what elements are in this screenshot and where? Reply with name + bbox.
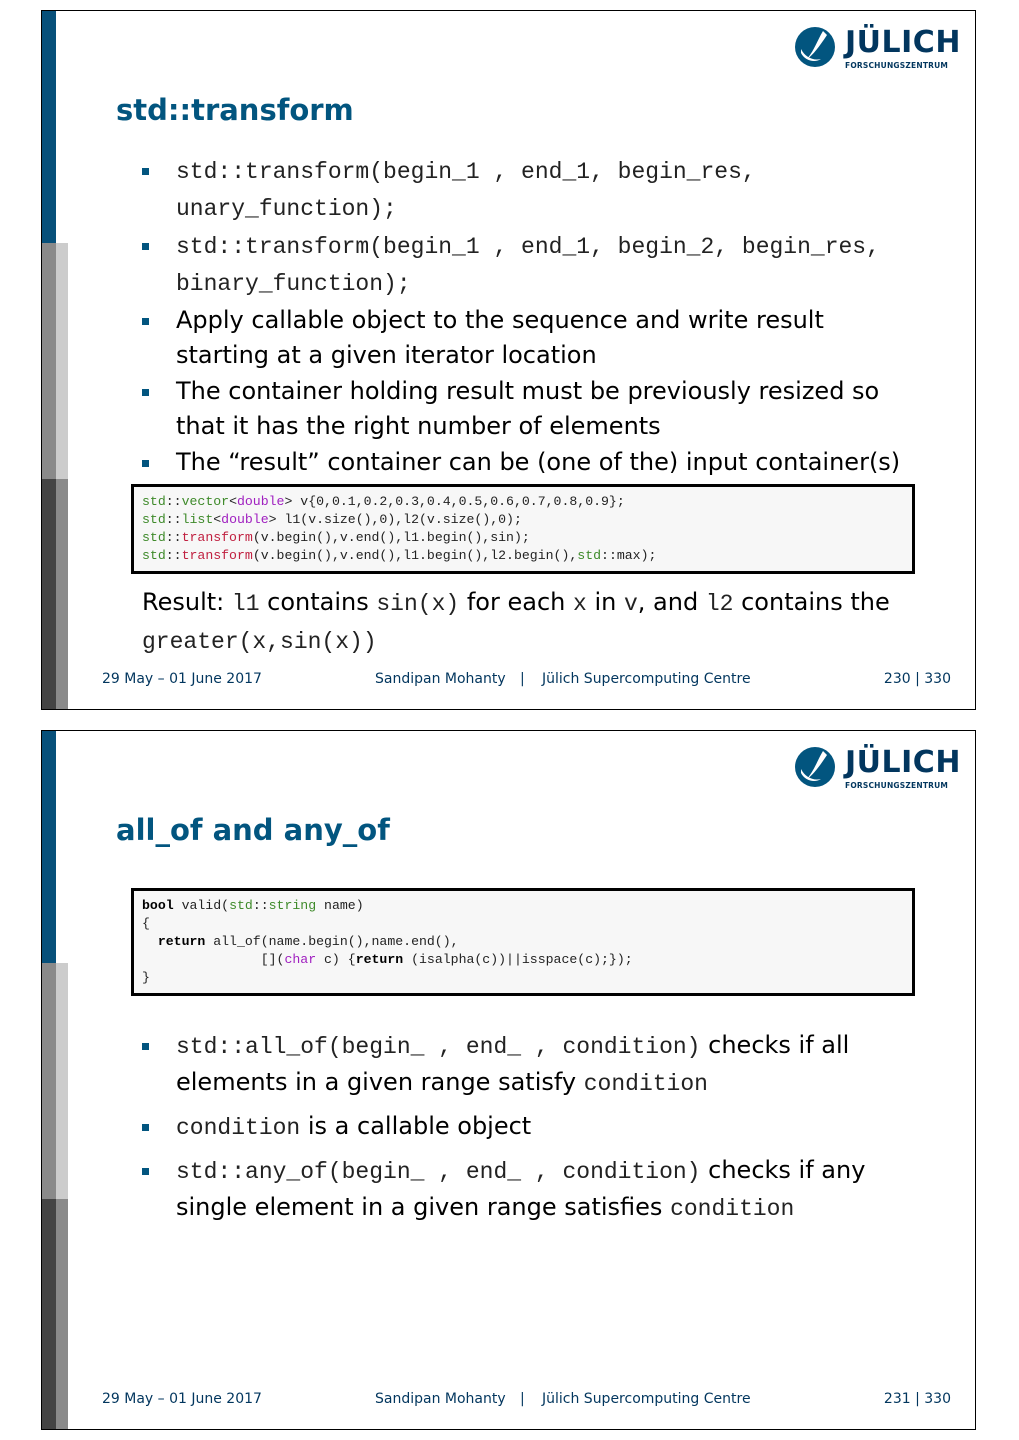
bullet-item: Apply callable object to the sequence and write result starting at a given iterator location — [142, 303, 912, 373]
slide-231 — [41, 730, 976, 1430]
bullet-item: The “result” container can be (one of the) input container(s) — [142, 445, 912, 480]
logo-subtitle: FORSCHUNGSZENTRUM — [845, 61, 949, 70]
code-line: bool valid(std::string name) — [142, 898, 364, 913]
bullet-item: condition is a callable object — [142, 1109, 912, 1146]
side-bar-light — [56, 243, 68, 479]
side-bar-blue — [42, 731, 56, 963]
side-bar-gray — [42, 963, 56, 1199]
code-line: { — [142, 916, 150, 931]
code-line: std::transform(v.begin(),v.end(),l1.begin(),sin); — [142, 530, 530, 545]
slide-230 — [41, 10, 976, 710]
julich-logo — [793, 743, 961, 795]
footer-author: Sandipan Mohanty — [375, 1391, 506, 1407]
side-bar-dark — [42, 479, 56, 710]
code-line: return all_of(name.begin(),name.end(), — [157, 934, 459, 949]
code-line: } — [142, 970, 150, 985]
footer-page-number: 230 | 330 — [883, 671, 951, 687]
footer-author: Sandipan Mohanty — [375, 671, 506, 687]
bullet-item: std::all_of(begin_ , end_ , condition) checks if all elements in a given range satisfy condition — [142, 1028, 912, 1102]
footer-page-number: 231 | 330 — [883, 1391, 951, 1407]
result-text: Result: l1 contains sin(x) for each x in v, and l2 contains the greater(x,sin(x)) — [142, 588, 890, 655]
footer-separator: | — [520, 671, 525, 687]
bullet-square-icon — [142, 168, 149, 175]
bullet-square-icon — [142, 243, 149, 250]
side-bar-mid — [56, 479, 68, 710]
julich-logo-icon — [793, 745, 837, 789]
julich-logo — [793, 23, 961, 75]
logo-wordmark: JÜLICH — [845, 745, 961, 780]
bullet-item: The container holding result must be previously resized so that it has the right number of elements — [142, 374, 912, 444]
code-line: std::transform(v.begin(),v.end(),l1.begin(),l2.begin(),std::max); — [142, 548, 657, 563]
footer-separator: | — [520, 1391, 525, 1407]
bullet-item: std::any_of(begin_ , end_ , condition) checks if any single element in a given range satisfies condition — [142, 1153, 912, 1227]
bullet-list — [142, 153, 912, 481]
footer-organization: Jülich Supercomputing Centre — [542, 1391, 751, 1407]
footer-date: 29 May – 01 June 2017 — [102, 1391, 262, 1407]
bullet-square-icon — [142, 318, 149, 325]
footer-date: 29 May – 01 June 2017 — [102, 671, 262, 687]
bullet-square-icon — [142, 1043, 149, 1050]
logo-subtitle: FORSCHUNGSZENTRUM — [845, 781, 949, 790]
code-block — [131, 888, 915, 996]
bullet-item: std::transform(begin_1 , end_1, begin_res, unary_function); — [142, 153, 912, 227]
footer-organization: Jülich Supercomputing Centre — [542, 671, 751, 687]
logo-wordmark: JÜLICH — [845, 25, 961, 60]
bullet-square-icon — [142, 1168, 149, 1175]
side-bar-gray — [42, 243, 56, 479]
code-line: [](char c) {return (isalpha(c))||isspace(c);}); — [142, 952, 633, 967]
bullet-square-icon — [142, 389, 149, 396]
bullet-item: std::transform(begin_1 , end_1, begin_2, begin_res, binary_function); — [142, 228, 912, 302]
side-bar-blue — [42, 11, 56, 243]
julich-logo-icon — [793, 25, 837, 69]
code-line: std::list<double> l1(v.size(),0),l2(v.size(),0); — [142, 512, 522, 527]
side-bar-mid — [56, 1199, 68, 1430]
code-line: std::vector<double> v{0,0.1,0.2,0.3,0.4,0.5,0.6,0.7,0.8,0.9}; — [142, 494, 625, 509]
bullet-list — [142, 1028, 912, 1228]
slide-title: std::transform — [116, 93, 354, 127]
bullet-square-icon — [142, 1124, 149, 1131]
slide-title: all_of and any_of — [116, 813, 390, 847]
side-bar-dark — [42, 1199, 56, 1430]
side-bar-light — [56, 963, 68, 1199]
bullet-square-icon — [142, 460, 149, 467]
code-block — [131, 484, 915, 574]
